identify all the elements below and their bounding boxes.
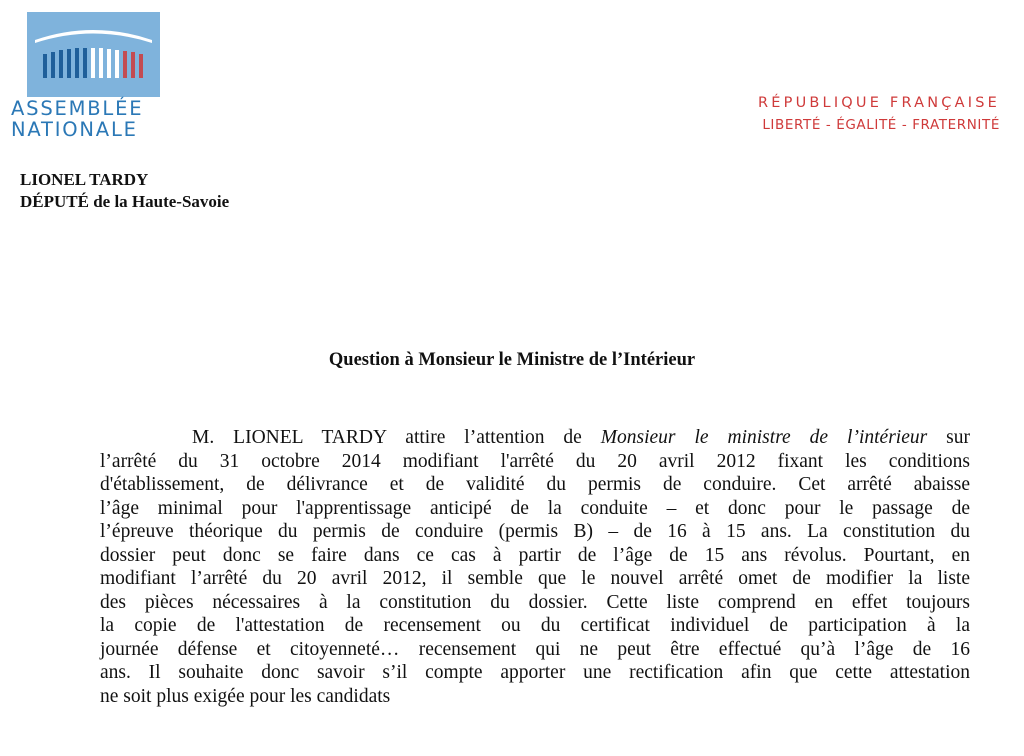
republique-francaise-heading [758, 96, 1000, 132]
logo-text-assemblee: ASSEMBLÉE [11, 97, 144, 120]
body-line: journée défense et citoyenneté… recensement qui ne peut être effectué qu’à l’âge de 16 [100, 638, 970, 660]
republic-motto: LIBERTÉ - ÉGALITÉ - FRATERNITÉ [762, 116, 1000, 133]
body-line: l’âge minimal pour l'apprentissage anticipé de la conduite – et donc pour le passage de [100, 497, 970, 519]
body-line-1-start: M. LIONEL TARDY attire l’attention de [192, 427, 601, 448]
deputy-title: DÉPUTÉ de la Haute-Savoie [20, 192, 230, 211]
question-subject: Question à Monsieur le Ministre de l’Intérieur [328, 350, 696, 370]
body-line-1-end: sur [927, 427, 970, 448]
body-line: dossier peut donc se faire dans ce cas à partir de l’âge de 15 ans révolus. Pourtant, en [100, 544, 970, 566]
body-line: ne soit plus exigée pour les candidats [100, 685, 391, 707]
logo-text-nationale: NATIONALE [11, 118, 138, 141]
question-body [100, 426, 970, 708]
body-line: l’épreuve théorique du permis de conduire (permis B) – de 16 à 15 ans. La constitution du [100, 521, 970, 542]
deputy-name: LIONEL TARDY [20, 170, 149, 189]
minister-reference: Monsieur le ministre de l’intérieur [600, 427, 928, 448]
assemblee-nationale-logo [11, 8, 161, 140]
republic-title: RÉPUBLIQUE FRANÇAISE [758, 95, 1000, 111]
body-line: ans. Il souhaite donc savoir s’il compte apporter une rectification afin que cette attestation [100, 662, 970, 683]
body-line: modifiant l’arrêté du 20 avril 2012, il semble que le nouvel arrêté omet de modifier la liste [100, 568, 970, 589]
body-line: l’arrêté du 31 octobre 2014 modifiant l'arrêté du 20 avril 2012 fixant les conditions [100, 450, 970, 472]
body-line [100, 426, 970, 450]
body-line: d'établissement, de délivrance et de validité du permis de conduire. Cet arrêté abaisse [100, 474, 970, 495]
body-line: des pièces nécessaires à la constitution du dossier. Cette liste comprend en effet toujours [100, 591, 970, 613]
deputy-block [20, 169, 229, 213]
hemicycle-icon [27, 12, 160, 97]
body-line: la copie de l'attestation de recensement ou du certificat individuel de participation à la [100, 615, 970, 636]
